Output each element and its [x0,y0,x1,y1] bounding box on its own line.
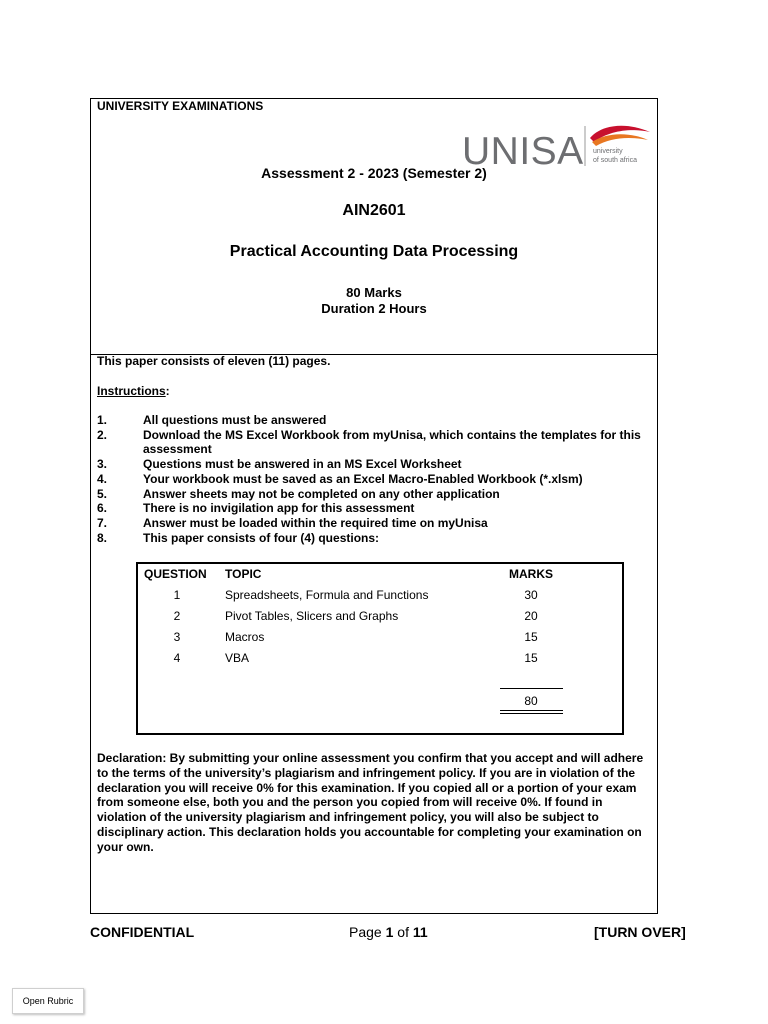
instructions-colon: : [165,384,170,398]
instruction-number: 1. [97,413,108,427]
page-current: 1 [385,924,394,940]
open-rubric-button[interactable]: Open Rubric [12,988,84,1014]
instructions-title: Instructions [97,384,166,398]
table-cell-topic: VBA [225,651,250,665]
table-cell-topic: Pivot Tables, Slicers and Graphs [225,609,399,623]
table-cell-marks: 15 [524,651,538,665]
instruction-item [97,531,652,546]
instruction-text: This paper consists of four (4) questions: [143,530,380,545]
page-total: 11 [412,924,428,940]
assessment-title: Assessment 2 - 2023 (Semester 2) [261,165,487,181]
table-cell-topic: Macros [225,630,265,644]
footer-turn-over: [TURN OVER] [594,924,686,940]
table-header-topic: TOPIC [225,567,262,581]
marks-duration [90,285,658,317]
module-code: AIN2601 [342,202,406,219]
total-rule-top [500,688,563,689]
unisa-logo [462,120,652,168]
unisa-wordmark: UNISA [462,130,584,168]
total-double-rule-1 [500,710,563,711]
instruction-item [97,501,652,516]
footer-confidential: CONFIDENTIAL [90,924,195,940]
instruction-number: 6. [97,501,108,516]
instruction-text: Download the MS Excel Workbook from myUnisa, which contains the templates for this assessment [143,427,641,457]
table-cell-question: 3 [173,630,181,644]
table-cell-marks: 20 [524,609,538,623]
page-of: of [397,924,409,940]
table-cell-question: 1 [173,588,181,602]
table-total-marks: 80 [524,694,538,708]
instruction-number: 2. [97,427,108,442]
declaration-text: Declaration: By submitting your online assessment you confirm that you accept and will adhere to the terms of the university’s plagiarism and infringement policy. If you are in violation of the declaration you will receive 0% for this examination. If you copied all or a portion of your exam from someone else, both you and the person you copied from will receive 0%. If found in violation of the university plagiarism and infringement policy, you will also be subject to disciplinary action. This declaration holds you accountable for completing your examination on your own. [97,751,644,854]
instruction-text: Answer sheets may not be completed on any other application [143,486,500,501]
instruction-item [97,487,652,502]
instruction-item [97,472,652,487]
footer-page-number [349,924,428,940]
table-header-question: QUESTION [144,567,207,581]
table-cell-marks: 30 [524,588,538,602]
instruction-text: Answer must be loaded within the required time on myUnisa [143,515,488,530]
logo-tagline-2: of south africa [593,157,637,164]
instruction-text: Questions must be answered in an MS Excel Worksheet [143,457,462,472]
instruction-item [97,457,652,472]
module-name: Practical Accounting Data Processing [229,243,519,260]
instruction-number: 4. [97,471,108,486]
table-cell-topic: Spreadsheets, Formula and Functions [225,588,429,602]
instruction-text: All questions must be answered [143,413,327,427]
instruction-number: 7. [97,515,108,530]
duration: Duration 2 Hours [321,301,427,316]
instruction-item [97,516,652,531]
instruction-number: 3. [97,457,108,472]
instruction-item [97,413,652,428]
table-cell-question: 4 [173,651,181,665]
instruction-number: 5. [97,486,108,501]
table-cell-question: 2 [173,609,181,623]
instruction-number: 8. [97,530,108,545]
instructions-heading [97,384,170,398]
total-double-rule-2 [500,713,563,714]
instructions-list [97,413,652,545]
table-cell-marks: 15 [524,630,538,644]
instruction-text: There is no invigilation app for this assessment [143,501,415,516]
instruction-item [97,428,652,457]
table-header-marks: MARKS [509,567,553,581]
total-marks: 80 Marks [346,285,402,300]
logo-tagline-1: university [593,148,623,155]
unisa-logo-graphic [462,120,652,168]
page-word: Page [349,924,382,940]
instruction-text: Your workbook must be saved as an Excel Macro-Enabled Workbook (*.xlsm) [143,471,583,486]
pages-note: This paper consists of eleven (11) pages. [97,354,331,368]
university-examinations-label: UNIVERSITY EXAMINATIONS [97,99,264,113]
